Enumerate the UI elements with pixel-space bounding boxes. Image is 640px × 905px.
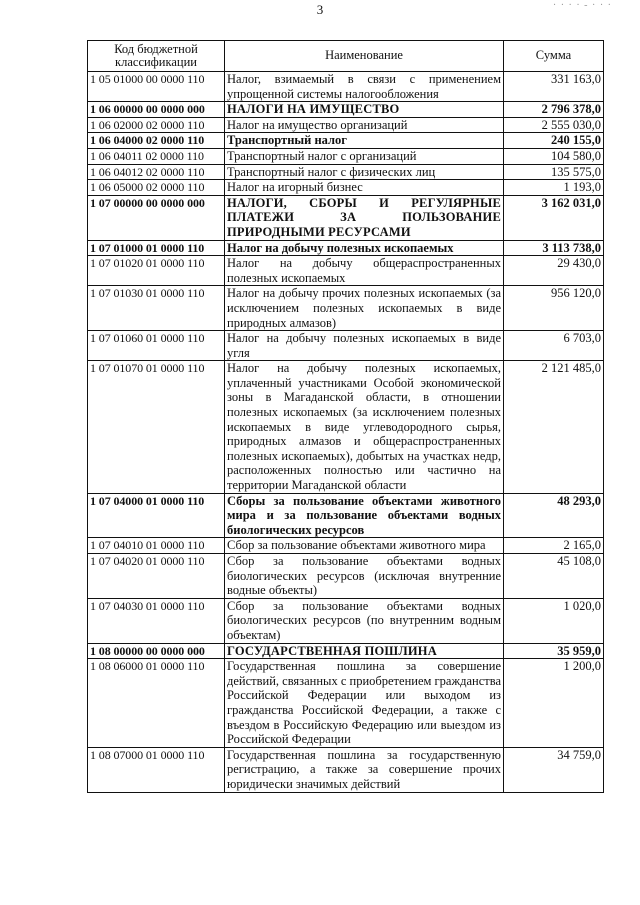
row-sum: 2 555 030,0 bbox=[504, 117, 604, 133]
row-name: Сбор за пользование объектами водных биологических ресурсов (по внутренним водным объектам) bbox=[225, 598, 504, 643]
row-code: 1 07 01000 01 0000 110 bbox=[88, 240, 225, 256]
row-name: Сборы за пользование объектами животного мира и за пользование объектами водных биологических ресурсов bbox=[225, 493, 504, 538]
table-row bbox=[88, 659, 604, 748]
row-name: Налог на добычу полезных ископаемых в виде угля bbox=[225, 331, 504, 361]
row-sum: 45 108,0 bbox=[504, 554, 604, 599]
table-row bbox=[88, 133, 604, 149]
row-name: Налог, взимаемый в связи с применением упрощенной системы налогообложения bbox=[225, 72, 504, 102]
row-name: Налог на добычу общераспространенных полезных ископаемых bbox=[225, 256, 504, 286]
table-row bbox=[88, 493, 604, 538]
table-row bbox=[88, 554, 604, 599]
table-header-row bbox=[88, 41, 604, 72]
row-sum: 135 575,0 bbox=[504, 164, 604, 180]
row-sum: 2 165,0 bbox=[504, 538, 604, 554]
row-code: 1 06 04000 02 0000 110 bbox=[88, 133, 225, 149]
row-code: 1 06 04012 02 0000 110 bbox=[88, 164, 225, 180]
row-sum: 240 155,0 bbox=[504, 133, 604, 149]
table-row bbox=[88, 148, 604, 164]
row-sum: 6 703,0 bbox=[504, 331, 604, 361]
row-sum: 3 162 031,0 bbox=[504, 195, 604, 240]
row-code: 1 06 02000 02 0000 110 bbox=[88, 117, 225, 133]
row-sum: 2 121 485,0 bbox=[504, 361, 604, 493]
row-sum: 331 163,0 bbox=[504, 72, 604, 102]
table-row bbox=[88, 747, 604, 792]
row-sum: 48 293,0 bbox=[504, 493, 604, 538]
row-name: ГОСУДАРСТВЕННАЯ ПОШЛИНА bbox=[225, 643, 504, 659]
row-code: 1 07 01060 01 0000 110 bbox=[88, 331, 225, 361]
row-sum: 1 020,0 bbox=[504, 598, 604, 643]
table-row bbox=[88, 538, 604, 554]
table-row bbox=[88, 240, 604, 256]
row-code: 1 05 01000 00 0000 110 bbox=[88, 72, 225, 102]
header-code: Код бюджетной классификации bbox=[88, 41, 225, 72]
header-name: Наименование bbox=[225, 41, 504, 72]
budget-revenue-table bbox=[87, 40, 604, 793]
row-sum: 956 120,0 bbox=[504, 286, 604, 331]
row-code: 1 06 00000 00 0000 000 bbox=[88, 102, 225, 118]
table-row bbox=[88, 180, 604, 196]
row-code: 1 07 01020 01 0000 110 bbox=[88, 256, 225, 286]
table-row bbox=[88, 331, 604, 361]
table-row bbox=[88, 361, 604, 493]
row-sum: 1 200,0 bbox=[504, 659, 604, 748]
row-sum: 29 430,0 bbox=[504, 256, 604, 286]
table-row bbox=[88, 195, 604, 240]
table-row bbox=[88, 256, 604, 286]
row-name: Сбор за пользование объектами животного мира bbox=[225, 538, 504, 554]
row-sum: 104 580,0 bbox=[504, 148, 604, 164]
table-row bbox=[88, 643, 604, 659]
row-name: НАЛОГИ НА ИМУЩЕСТВО bbox=[225, 102, 504, 118]
row-code: 1 08 07000 01 0000 110 bbox=[88, 747, 225, 792]
row-sum: 3 113 738,0 bbox=[504, 240, 604, 256]
table-row bbox=[88, 598, 604, 643]
row-code: 1 07 01070 01 0000 110 bbox=[88, 361, 225, 493]
page-number: 3 bbox=[316, 2, 324, 17]
row-code: 1 07 01030 01 0000 110 bbox=[88, 286, 225, 331]
row-code: 1 06 04011 02 0000 110 bbox=[88, 148, 225, 164]
table-row bbox=[88, 72, 604, 102]
row-name: Налог на добычу полезных ископаемых, уплаченный участниками Особой экономической зоны в Магаданской области, в отношении полезных ископаемых (за исключением полезных ископаемых в виде углеводородного сырья, природных алмазов и общераспространенных полезных ископаемых), добытых на участках недр, расположенных полностью или частично на территории Магаданской области bbox=[225, 361, 504, 493]
row-name: Транспортный налог с физических лиц bbox=[225, 164, 504, 180]
corner-stamp-mark: · · · · - · · · bbox=[552, 0, 612, 11]
row-name: Государственная пошлина за государственную регистрацию, а также за совершение прочих юридически значимых действий bbox=[225, 747, 504, 792]
row-code: 1 07 04000 01 0000 110 bbox=[88, 493, 225, 538]
table-row bbox=[88, 164, 604, 180]
row-sum: 34 759,0 bbox=[504, 747, 604, 792]
row-code: 1 08 00000 00 0000 000 bbox=[88, 643, 225, 659]
row-code: 1 08 06000 01 0000 110 bbox=[88, 659, 225, 748]
row-name: НАЛОГИ, СБОРЫ И РЕГУЛЯРНЫЕ ПЛАТЕЖИ ЗА ПОЛЬЗОВАНИЕ ПРИРОДНЫМИ РЕСУРСАМИ bbox=[225, 195, 504, 240]
table-row bbox=[88, 102, 604, 118]
row-name: Налог на игорный бизнес bbox=[225, 180, 504, 196]
row-name: Государственная пошлина за совершение действий, связанных с приобретением гражданства Российской Федерации или выходом из гражданства Российской Федерации, а также с въездом в Российскую Федерацию или выездом из Российской Федерации bbox=[225, 659, 504, 748]
row-code: 1 07 04010 01 0000 110 bbox=[88, 538, 225, 554]
row-name: Налог на имущество организаций bbox=[225, 117, 504, 133]
row-sum: 2 796 378,0 bbox=[504, 102, 604, 118]
table-row bbox=[88, 117, 604, 133]
row-name: Транспортный налог с организаций bbox=[225, 148, 504, 164]
row-name: Налог на добычу полезных ископаемых bbox=[225, 240, 504, 256]
row-code: 1 07 04030 01 0000 110 bbox=[88, 598, 225, 643]
row-name: Налог на добычу прочих полезных ископаемых (за исключением полезных ископаемых в виде природных алмазов) bbox=[225, 286, 504, 331]
row-sum: 35 959,0 bbox=[504, 643, 604, 659]
row-name: Транспортный налог bbox=[225, 133, 504, 149]
row-sum: 1 193,0 bbox=[504, 180, 604, 196]
row-code: 1 07 00000 00 0000 000 bbox=[88, 195, 225, 240]
row-name: Сбор за пользование объектами водных биологических ресурсов (исключая внутренние водные объекты) bbox=[225, 554, 504, 599]
table-row bbox=[88, 286, 604, 331]
header-sum: Сумма bbox=[504, 41, 604, 72]
row-code: 1 06 05000 02 0000 110 bbox=[88, 180, 225, 196]
row-code: 1 07 04020 01 0000 110 bbox=[88, 554, 225, 599]
